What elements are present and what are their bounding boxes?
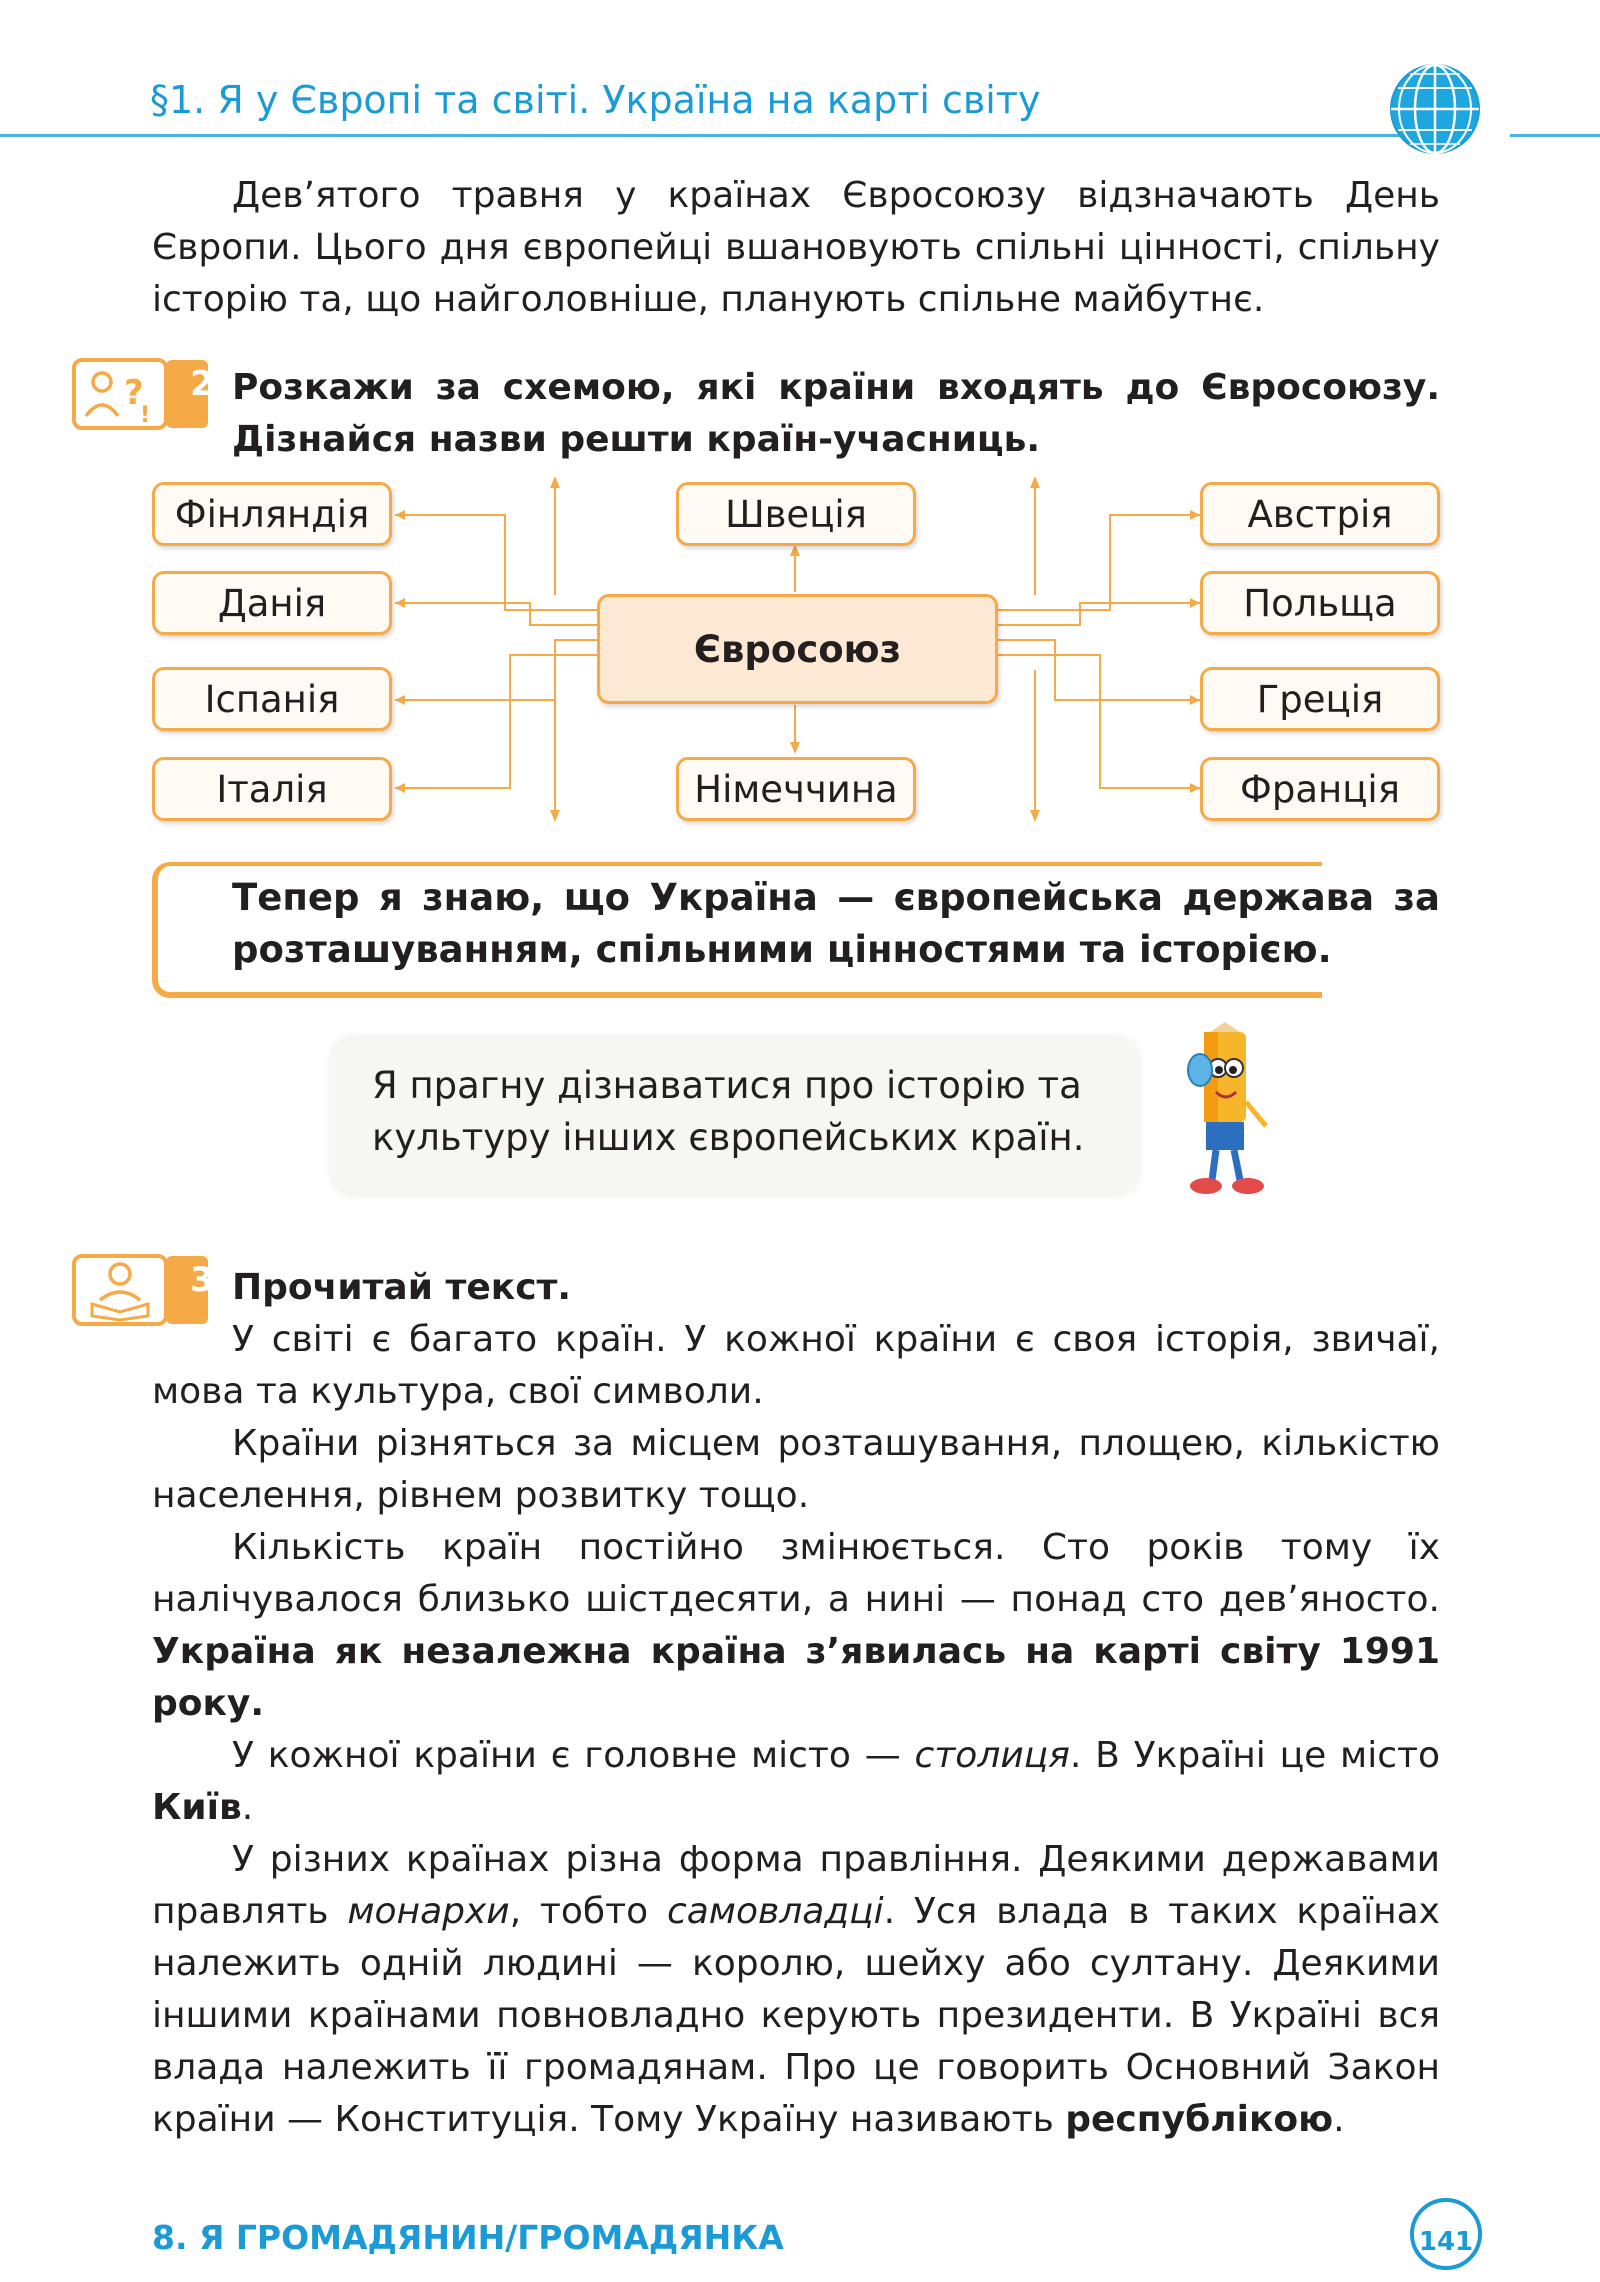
country-box-right: Франція bbox=[1200, 757, 1440, 821]
country-box-left: Фінляндія bbox=[152, 482, 392, 546]
svg-text:!: ! bbox=[140, 403, 151, 428]
task3-title: Прочитай текст. bbox=[232, 1267, 572, 1308]
summary-text: Тепер я знаю, що Україна — європейська держава за розташуванням, спільними цінностями та історією. bbox=[232, 876, 1440, 971]
country-box-right: Польща bbox=[1200, 571, 1440, 635]
reading-paragraph: У кожної країни є головне місто — столиця. В Україні це місто Київ. bbox=[152, 1735, 1440, 1828]
header-divider bbox=[0, 134, 1400, 137]
country-box-left: Данія bbox=[152, 571, 392, 635]
task2-instruction: Розкажи за схемою, які країни входять до Євросоюзу. Дізнайся назви решти країн-учасниць. bbox=[232, 367, 1440, 460]
page-header-title: §1. Я у Європі та світі. Україна на карті світу bbox=[150, 78, 1041, 122]
reading-paragraph: У світі є багато країн. У кожної країни є своя історія, звичаї, мова та культура, свої символи. bbox=[152, 1319, 1440, 1412]
svg-text:?: ? bbox=[124, 373, 144, 413]
intro-paragraph: Дев’ятого травня у країнах Євросоюзу відзначають День Європи. Цього дня європейці вшановують спільні цінності, спільну історію та, що найголовніше, планують спільне майбутнє. bbox=[152, 175, 1440, 320]
task-number: 3 bbox=[190, 1260, 214, 1300]
reading-paragraph: У різних країнах різна форма правління. Деякими державами правлять монархи, тобто самовладці. Уся влада в таких країнах належить одній людині — королю, шейху або султану. Деякими іншими країнами повновладно керують президенти. В Україні вся влада належить її громадянам. Про це говорить Основний Закон країни — Конституція. Тому Україну називають республікою. bbox=[152, 1839, 1440, 2140]
country-box-top: Швеція bbox=[676, 482, 916, 546]
country-box-right: Греція bbox=[1200, 667, 1440, 731]
country-box-left: Іспанія bbox=[152, 667, 392, 731]
task-number: 2 bbox=[190, 364, 214, 404]
country-box-left: Італія bbox=[152, 757, 392, 821]
pencil-mascot-icon bbox=[1170, 1022, 1280, 1202]
page-number-badge bbox=[1410, 2198, 1482, 2270]
reading-paragraph: Кількість країн постійно змінюється. Сто років тому їх налічувалося близько шістдесяти, а нині — понад сто дев’яносто. Україна як незалежна країна з’явилась на карті світу 1991 року. bbox=[152, 1527, 1440, 1724]
country-box-bottom: Німеччина bbox=[676, 757, 916, 821]
reading-text bbox=[152, 1314, 1440, 2146]
country-box-right: Австрія bbox=[1200, 482, 1440, 546]
header-divider-right bbox=[1510, 134, 1600, 137]
footer-section-title: 8. Я ГРОМАДЯНИН/ГРОМАДЯНКА bbox=[152, 2218, 784, 2257]
speech-bubble-text: Я прагну дізнаватися про історію та культуру інших європейських країн. bbox=[372, 1064, 1085, 1159]
reading-paragraph: Країни різняться за місцем розташування, площею, кількістю населення, рівнем розвитку тощо. bbox=[152, 1423, 1440, 1516]
globe-icon bbox=[1388, 62, 1482, 156]
diagram-center-box: Євросоюз bbox=[597, 594, 998, 704]
page-number: 141 bbox=[1418, 2227, 1474, 2257]
